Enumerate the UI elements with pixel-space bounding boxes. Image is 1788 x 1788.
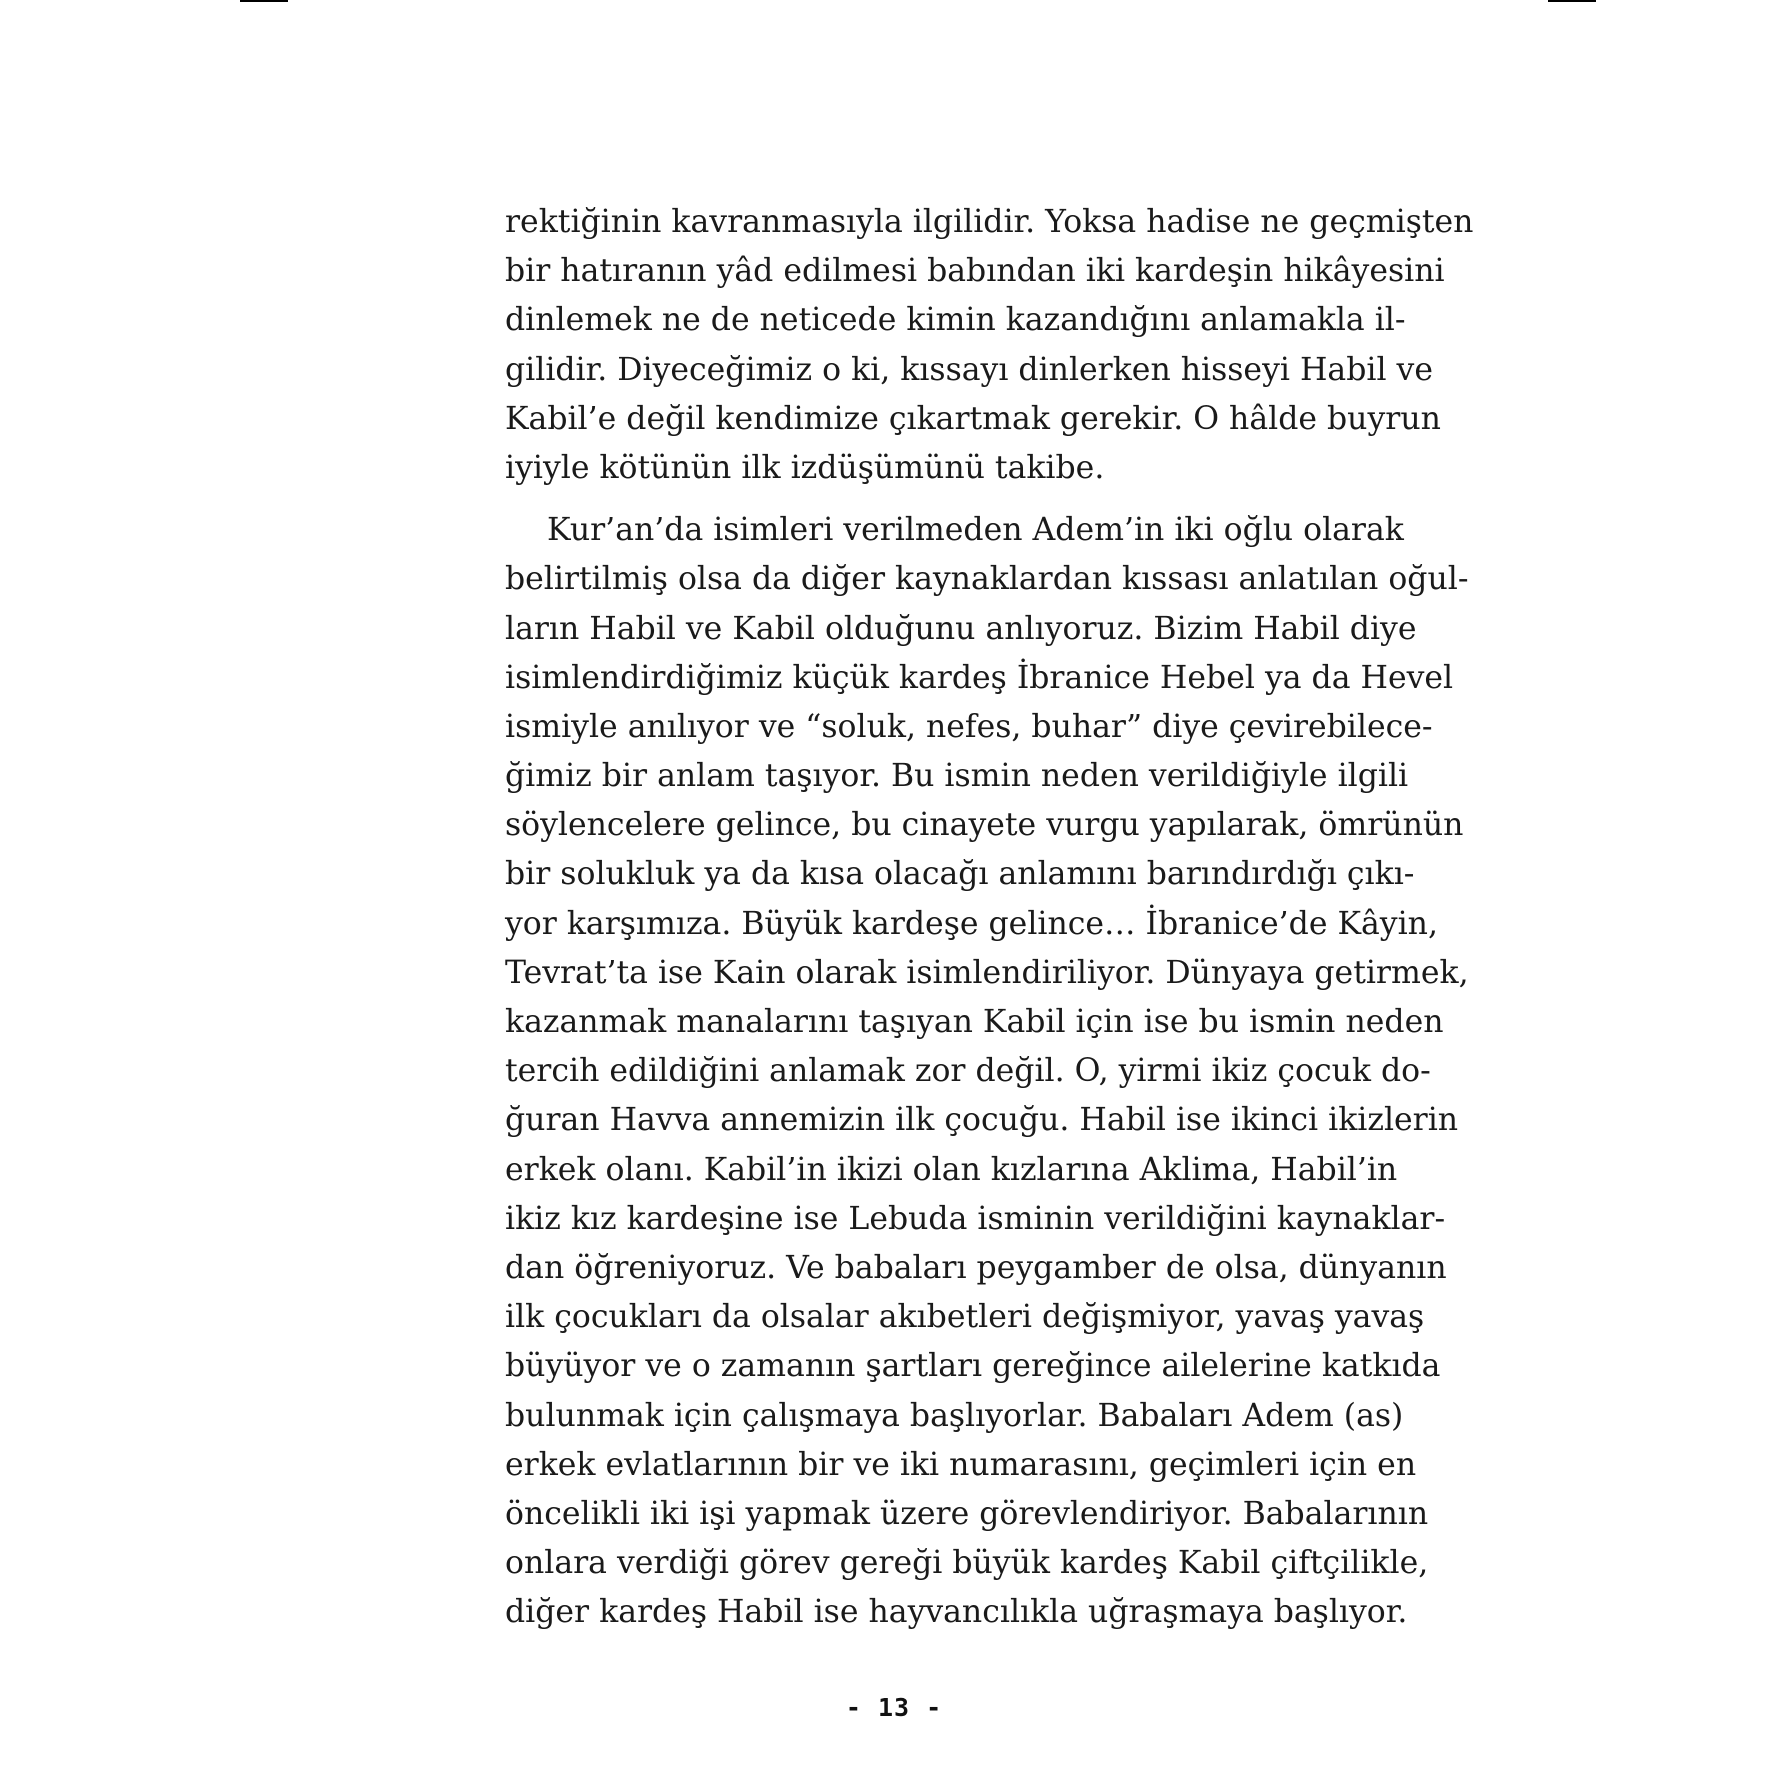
text-line: bulunmak için çalışmaya başlıyorlar. Babaları Adem (as) — [505, 1397, 1404, 1434]
text-line: ismiyle anılıyor ve “soluk, nefes, buhar” diye çevirebilece- — [505, 708, 1433, 745]
text-line: öncelikli iki işi yapmak üzere görevlendiriyor. Babalarının — [505, 1495, 1429, 1532]
text-line: ğuran Havva annemizin ilk çocuğu. Habil ise ikinci ikizlerin — [505, 1102, 1459, 1139]
paragraph-gap — [505, 493, 1331, 506]
paragraph — [505, 198, 1474, 493]
text-line: büyüyor ve o zamanın şartları gereğince ailelerine katkıda — [505, 1348, 1441, 1385]
text-line: rektiğinin kavranmasıyla ilgilidir. Yoksa hadise ne geçmişten — [505, 204, 1474, 240]
text-line: dinlemek ne de neticede kimin kazandığını anlamakla il- — [505, 302, 1406, 339]
text-line: iyiyle kötünün ilk izdüşümünü takibe. — [505, 449, 1105, 486]
text-line: onlara verdiği görev gereği büyük kardeş Kabil çiftçilikle, — [505, 1545, 1429, 1582]
text-line: Kabil’e değil kendimize çıkartmak gerekir. O hâlde buyrun — [505, 400, 1441, 437]
text-line: gilidir. Diyeceğimiz o ki, kıssayı dinlerken hisseyi Habil ve — [505, 351, 1433, 388]
text-line: tercih edildiğini anlamak zor değil. O, yirmi ikiz çocuk do- — [505, 1053, 1431, 1090]
crop-mark-right — [1548, 0, 1596, 2]
text-line: ğimiz bir anlam taşıyor. Bu ismin neden verildiğiyle ilgili — [505, 758, 1409, 795]
text-line: erkek olanı. Kabil’in ikizi olan kızlarına Aklima, Habil’in — [505, 1151, 1398, 1188]
text-line: Kur’an’da isimleri verilmeden Adem’in iki oğlu olarak — [547, 512, 1404, 549]
text-line: isimlendirdiğimiz küçük kardeş İbranice Hebel ya da Hevel — [505, 659, 1454, 696]
paragraph — [505, 506, 1469, 1637]
body-text — [505, 198, 1474, 1637]
text-line: diğer kardeş Habil ise hayvancılıkla uğraşmaya başlıyor. — [505, 1594, 1408, 1631]
text-line: ların Habil ve Kabil olduğunu anlıyoruz. Bizim Habil diye — [505, 610, 1417, 647]
text-line: Tevrat’ta ise Kain olarak isimlendiriliyor. Dünyaya getirmek, — [505, 954, 1469, 991]
text-line: belirtilmiş olsa da diğer kaynaklardan kıssası anlatılan oğul- — [505, 561, 1469, 598]
text-line: kazanmak manalarını taşıyan Kabil için ise bu ismin neden — [505, 1004, 1444, 1040]
text-line: bir solukluk ya da kısa olacağı anlamını barındırdığı çıkı- — [505, 856, 1415, 893]
text-line: erkek evlatlarının bir ve iki numarasını, geçimleri için en — [505, 1446, 1417, 1483]
text-line: bir hatıranın yâd edilmesi babından iki kardeşin hikâyesini — [505, 253, 1445, 290]
text-line: ilk çocukları da olsalar akıbetleri değişmiyor, yavaş yavaş — [505, 1299, 1425, 1336]
text-line: yor karşımıza. Büyük kardeşe gelince… İbranice’de Kâyin, — [505, 905, 1438, 942]
page-number: - 13 - — [845, 1693, 943, 1722]
text-line: söylencelere gelince, bu cinayete vurgu yapılarak, ömrünün — [505, 807, 1464, 844]
text-line: ikiz kız kardeşine ise Lebuda isminin verildiğini kaynaklar- — [505, 1200, 1446, 1237]
text-line: dan öğreniyoruz. Ve babaları peygamber de olsa, dünyanın — [505, 1249, 1447, 1286]
crop-mark-left — [240, 0, 288, 2]
